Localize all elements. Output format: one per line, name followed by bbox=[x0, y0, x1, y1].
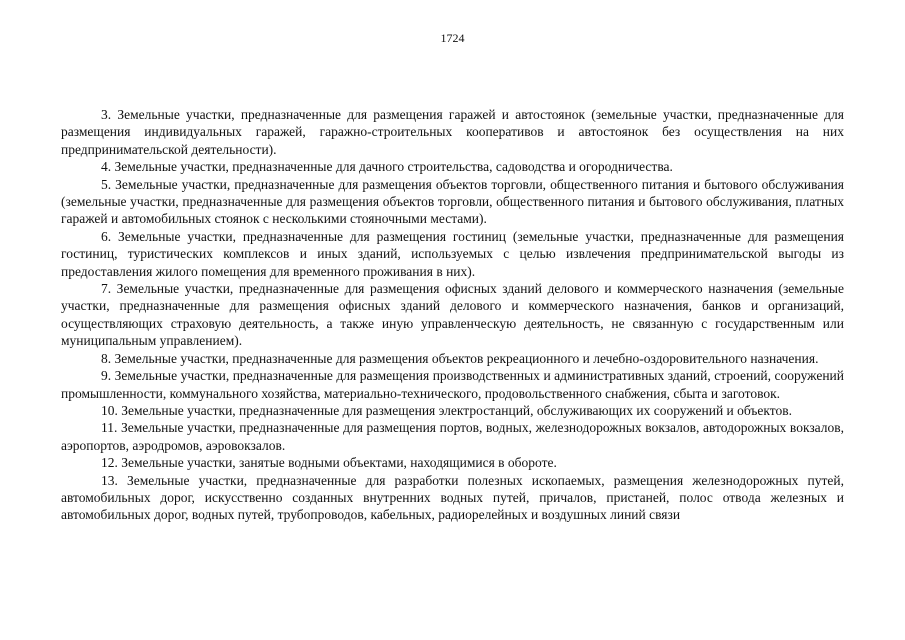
paragraph-item-6: 6. Земельные участки, предназначенные для размещения гостиниц (земельные участки, предназначенные для размещения гостиниц, туристических комплексов и иных зданий, используемых с целью извлечения предпринимательской выгоды из предоставления жилого помещения для временного проживания в них). bbox=[61, 228, 844, 279]
paragraph-item-8: 8. Земельные участки, предназначенные для размещения объектов рекреационного и лечебно-оздоровительного назначения. bbox=[101, 350, 819, 366]
paragraph-item-13: 13. Земельные участки, предназначенные для разработки полезных ископаемых, размещения железнодорожных путей, автомобильных дорог, искусственно созданных внутренних водных путей, причалов, пристаней, полос отвода железных и автомобильных дорог, водных путей, трубопроводов, кабельных, радиорелейных и воздушных линий связи bbox=[61, 472, 844, 523]
paragraph-item-10: 10. Земельные участки, предназначенные для размещения электростанций, обслуживающих их сооружений и объектов. bbox=[101, 402, 793, 418]
paragraph-item-9: 9. Земельные участки, предназначенные для размещения производственных и административных зданий, строений, сооружений промышленности, коммунального хозяйства, материально-технического, продовольственного снабжения, сбыта и заготовок. bbox=[61, 368, 844, 401]
paragraph-item-11: 11. Земельные участки, предназначенные для размещения портов, водных, железнодорожных вокзалов, автодорожных вокзалов, аэропортов, аэродромов, аэровокзалов. bbox=[61, 420, 844, 453]
paragraph-item-7: 7. Земельные участки, предназначенные для размещения офисных зданий делового и коммерческого назначения (земельные участки, предназначенные для размещения офисных зданий делового и коммерческого назначения, банков и организаций, осуществляющих страховую деятельность, а также иную управленческую деятельность, не связанную с государственным или муниципальным управлением). bbox=[61, 281, 844, 349]
paragraph-item-3: 3. Земельные участки, предназначенные для размещения гаражей и автостоянок (земельные участки, предназначенные для размещения индивидуальных гаражей, гаражно-строительных кооперативов и автостоянок без осуществления на них предпринимательской деятельности). bbox=[61, 107, 844, 157]
paragraph-item-5: 5. Земельные участки, предназначенные для размещения объектов торговли, общественного питания и бытового обслуживания (земельные участки, предназначенные для размещения объектов торговли, общественного питания и бытового обслуживания, платных гаражей и автомобильных стоянок с несколькими стояночными местами). bbox=[61, 176, 844, 227]
paragraph-item-4: 4. Земельные участки, предназначенные для дачного строительства, садоводства и огородничества. bbox=[101, 159, 673, 175]
document-body bbox=[61, 106, 844, 524]
paragraph-item-12: 12. Земельные участки, занятые водными объектами, находящимися в обороте. bbox=[101, 455, 557, 471]
page-number: 1724 bbox=[440, 31, 465, 45]
